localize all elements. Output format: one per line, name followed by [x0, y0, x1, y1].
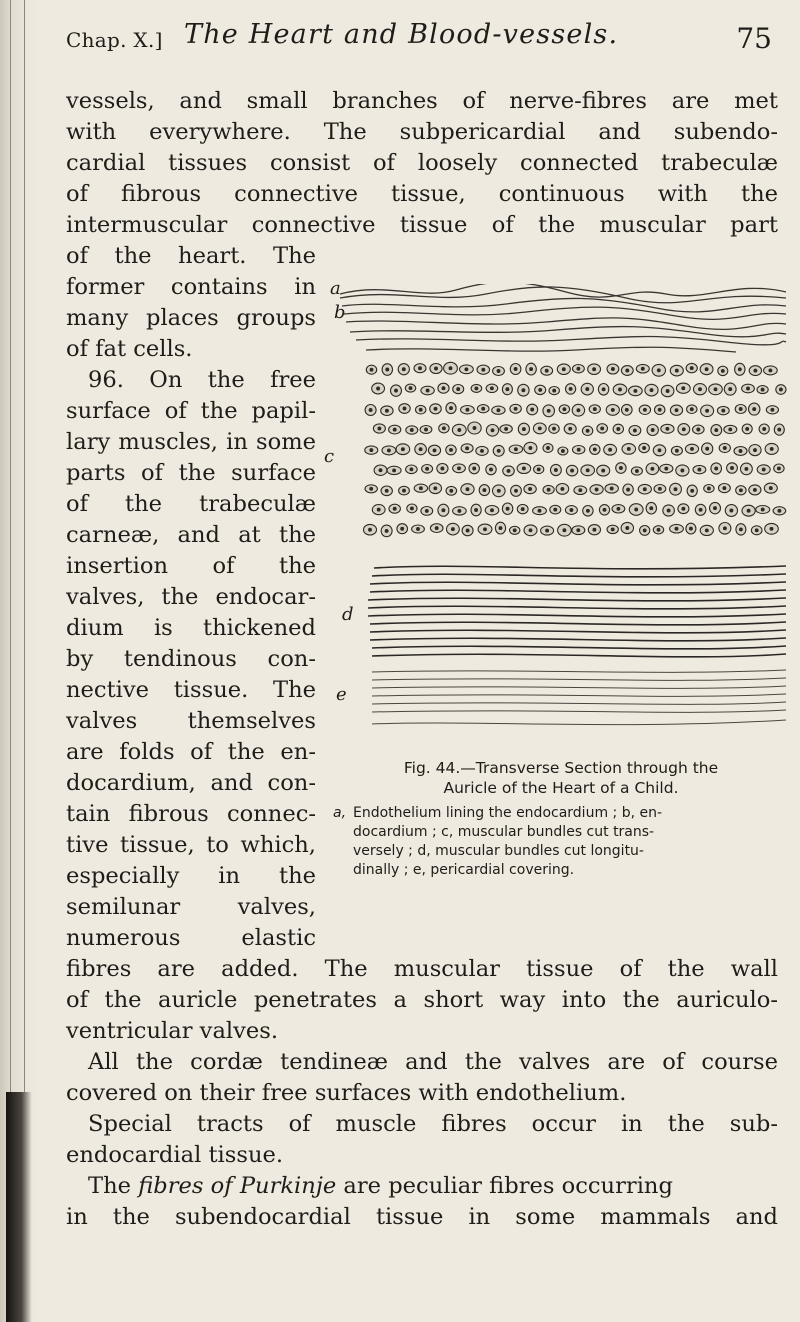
cell-nucleus [466, 529, 469, 532]
body-line: covered on their free surfaces with endothelium. [66, 1080, 627, 1106]
cell-nucleus [401, 527, 404, 530]
cell-nucleus [450, 489, 453, 492]
cell-nucleus [690, 408, 693, 411]
cell-nucleus [635, 508, 638, 511]
body-line: dium is thickened [66, 615, 316, 641]
cell-nucleus [593, 528, 596, 531]
cell-nucleus [659, 487, 662, 490]
legend-line: dinally ; e, pericardial covering. [353, 862, 575, 878]
cell-nucleus [754, 489, 757, 492]
body-line: of the trabeculæ [66, 491, 316, 517]
cell-nucleus [715, 429, 718, 432]
cell-nucleus [393, 428, 396, 431]
cell-nucleus [563, 529, 566, 532]
cell-nucleus [577, 367, 580, 370]
cell-nucleus [546, 529, 549, 532]
cell-nucleus [617, 507, 620, 510]
cell-nucleus [641, 367, 644, 370]
cell-nucleus [369, 409, 372, 412]
cell-nucleus [553, 389, 556, 392]
cell-nucleus [740, 489, 743, 492]
cell-nucleus [484, 528, 487, 531]
cell-nucleus [426, 389, 429, 392]
body-line: semilunar valves, [66, 894, 316, 920]
figure-label-b: b [334, 302, 346, 323]
cell-nucleus [458, 510, 461, 513]
cell-nucleus [761, 388, 764, 391]
legend-line: docardium ; c, muscular bundles cut trans- [353, 824, 655, 840]
body-line: by tendinous con- [66, 646, 316, 672]
cell-nucleus [441, 467, 444, 470]
body-line: many places groups [66, 305, 316, 331]
cell-nucleus [586, 388, 589, 391]
cell-nucleus [657, 369, 660, 372]
cell-nucleus [571, 469, 574, 472]
cell-nucleus [666, 390, 669, 393]
cell-nucleus [385, 489, 388, 492]
cell-nucleus [434, 407, 437, 410]
cell-nucleus [714, 388, 717, 391]
cell-nucleus [402, 368, 405, 371]
cell-nucleus [393, 469, 396, 472]
cell-nucleus [650, 389, 653, 392]
cell-nucleus [435, 367, 438, 370]
figure-label-a: a [330, 278, 341, 299]
cell-nucleus [699, 508, 702, 511]
cell-nucleus [626, 369, 629, 372]
paragraph-start: 96. On the free [88, 367, 316, 393]
legend-line: Endothelium lining the endocardium ; b, en- [353, 805, 663, 821]
cell-nucleus [675, 527, 678, 530]
cell-nucleus [377, 387, 380, 390]
cell-nucleus [643, 488, 646, 491]
caption-line: Auricle of the Heart of a Child. [443, 779, 679, 797]
cell-nucleus [379, 469, 382, 472]
cell-nucleus [602, 469, 605, 472]
cell-nucleus [674, 488, 677, 491]
cell-nucleus [634, 429, 637, 432]
cell-nucleus [586, 469, 589, 472]
cell-nucleus [452, 528, 455, 531]
body-line: of the auricle penetrates a short way into the auriculo- [66, 987, 778, 1013]
cell-nucleus [515, 489, 518, 492]
cell-nucleus [434, 487, 437, 490]
cell-nucleus [699, 388, 702, 391]
figure-legend [333, 804, 788, 880]
cell-nucleus [593, 448, 596, 451]
cell-nucleus [769, 369, 772, 372]
cell-nucleus [593, 408, 596, 411]
cell-nucleus [403, 407, 406, 410]
gutter-shadow [6, 1092, 32, 1322]
cell-nucleus [650, 507, 653, 510]
cell-nucleus [554, 508, 557, 511]
cell-nucleus [747, 387, 750, 390]
cell-nucleus [419, 367, 422, 370]
cell-nucleus [563, 408, 566, 411]
cell-nucleus [609, 448, 612, 451]
cell-nucleus [778, 509, 781, 512]
cell-nucleus [506, 507, 509, 510]
cell-nucleus [586, 429, 589, 432]
cell-nucleus [531, 408, 534, 411]
cell-nucleus [521, 508, 524, 511]
cell-nucleus [507, 470, 510, 473]
page-gutter [0, 0, 40, 1322]
cell-nucleus [771, 408, 774, 411]
cell-nucleus [420, 487, 423, 490]
cell-nucleus [547, 488, 550, 491]
cell-nucleus [562, 368, 565, 371]
cell-nucleus [762, 468, 765, 471]
cell-nucleus [729, 428, 732, 431]
cell-nucleus [724, 527, 727, 530]
paragraph-start [88, 1171, 673, 1201]
cell-nucleus [491, 387, 494, 390]
body-line: nective tissue. The [66, 677, 316, 703]
figure-label-c: c [324, 446, 335, 467]
cell-nucleus [435, 527, 438, 530]
cell-nucleus [708, 487, 711, 490]
legend-line: versely ; d, muscular bundles cut longitu- [353, 843, 644, 859]
cell-nucleus [611, 409, 614, 412]
cell-nucleus [753, 408, 756, 411]
cell-nucleus [538, 427, 541, 430]
cell-nucleus [419, 448, 422, 451]
cell-nucleus [739, 450, 742, 453]
cell-nucleus [410, 468, 413, 471]
body-line: tive tissue, to which, [66, 832, 316, 858]
cell-nucleus [675, 369, 678, 372]
cell-nucleus [770, 448, 773, 451]
cell-nucleus [593, 368, 596, 371]
cell-nucleus [627, 448, 630, 451]
cell-nucleus [475, 387, 478, 390]
cell-nucleus [577, 448, 580, 451]
cell-nucleus [579, 489, 582, 492]
cell-nucleus [370, 487, 373, 490]
cell-nucleus [562, 450, 565, 453]
cell-nucleus [490, 468, 493, 471]
cell-nucleus [514, 368, 517, 371]
cell-nucleus [610, 487, 613, 490]
body-line: of the heart. The [66, 243, 316, 269]
cell-nucleus [658, 449, 661, 452]
cell-nucleus [780, 388, 783, 391]
cell-nucleus [690, 367, 693, 370]
cell-nucleus [497, 489, 500, 492]
body-line: docardium, and con- [66, 770, 316, 796]
cell-nucleus [523, 467, 526, 470]
cell-nucleus [675, 409, 678, 412]
cell-nucleus [530, 368, 533, 371]
cell-nucleus [705, 368, 708, 371]
body-line: ventricular valves. [66, 1018, 279, 1044]
cell-nucleus [417, 528, 420, 531]
cell-nucleus [402, 448, 405, 451]
cell-nucleus [497, 370, 500, 373]
running-header [66, 18, 786, 62]
cell-nucleus [457, 388, 460, 391]
cell-nucleus [778, 467, 781, 470]
cell-nucleus [651, 467, 654, 470]
cell-nucleus [538, 509, 541, 512]
cell-nucleus [482, 407, 485, 410]
cell-nucleus [691, 448, 694, 451]
cell-nucleus [665, 467, 668, 470]
cell-nucleus [499, 527, 502, 530]
body-line: in the subendocardial tissue in some mammals and [66, 1204, 778, 1230]
cell-nucleus [595, 488, 598, 491]
cell-nucleus [778, 428, 781, 431]
paragraph-start: All the cordæ tendineæ and the valves are of course [88, 1049, 778, 1075]
cell-nucleus [681, 469, 684, 472]
body-line: parts of the surface [66, 460, 316, 486]
cell-nucleus [746, 428, 749, 431]
cell-nucleus [697, 428, 700, 431]
cell-nucleus [539, 389, 542, 392]
cell-nucleus [619, 388, 622, 391]
cell-nucleus [466, 447, 469, 450]
body-line: carneæ, and at the [66, 522, 316, 548]
cell-nucleus [611, 528, 614, 531]
cell-nucleus [570, 509, 573, 512]
italic-term: fibres of Purkinje [138, 1173, 337, 1199]
legend-lead: a, [333, 805, 347, 821]
body-line: vessels, and small branches of nerve-fibres are met [66, 88, 778, 114]
cell-nucleus [643, 529, 646, 532]
cell-nucleus [569, 388, 572, 391]
cell-nucleus [738, 368, 741, 371]
cell-nucleus [553, 427, 556, 430]
cell-nucleus [612, 368, 615, 371]
cell-nucleus [393, 507, 396, 510]
cell-nucleus [497, 409, 500, 412]
cell-nucleus [627, 488, 630, 491]
cell-nucleus [770, 527, 773, 530]
cell-nucleus [620, 467, 623, 470]
cell-nucleus [761, 508, 764, 511]
cell-nucleus [651, 429, 654, 432]
cell-nucleus [754, 369, 757, 372]
histology-figure [324, 278, 796, 744]
cell-nucleus [763, 428, 766, 431]
cell-nucleus [706, 409, 709, 412]
body-line: former contains in [66, 274, 316, 300]
cell-nucleus [449, 367, 452, 370]
cell-nucleus [522, 389, 525, 392]
cell-nucleus [658, 408, 661, 411]
cell-nucleus [481, 450, 484, 453]
cell-nucleus [676, 449, 679, 452]
cell-nucleus [466, 408, 469, 411]
cell-nucleus [386, 409, 389, 412]
cell-nucleus [769, 487, 772, 490]
cell-nucleus [529, 529, 532, 532]
cell-nucleus [442, 387, 445, 390]
cell-nucleus [450, 449, 453, 452]
body-line: surface of the papil- [66, 398, 316, 424]
cell-nucleus [561, 488, 564, 491]
body-line: of fibrous connective tissue, continuous with the [66, 181, 778, 207]
cell-nucleus [682, 507, 685, 510]
cell-nucleus [603, 508, 606, 511]
cell-nucleus [577, 409, 580, 412]
section-illustration [326, 284, 796, 744]
cell-nucleus [419, 408, 422, 411]
cell-nucleus [682, 428, 685, 431]
cell-nucleus [409, 387, 412, 390]
body-line: valves, the endocar- [66, 584, 316, 610]
cell-nucleus [657, 528, 660, 531]
cell-nucleus [636, 470, 639, 473]
cell-nucleus [385, 530, 388, 533]
body-line: insertion of the [66, 553, 316, 579]
cell-nucleus [442, 509, 445, 512]
cell-nucleus [466, 488, 469, 491]
cell-nucleus [458, 467, 461, 470]
page-number: 75 [736, 22, 772, 55]
cell-nucleus [722, 409, 725, 412]
body-line: valves themselves [66, 708, 316, 734]
body-line: are folds of the en- [66, 739, 316, 765]
cell-nucleus [729, 388, 732, 391]
cell-nucleus [730, 509, 733, 512]
cell-nucleus [425, 428, 428, 431]
cell-nucleus [706, 447, 709, 450]
cell-nucleus [505, 428, 508, 431]
cell-nucleus [433, 449, 436, 452]
cell-nucleus [443, 427, 446, 430]
cell-nucleus [569, 427, 572, 430]
cell-nucleus [731, 467, 734, 470]
figure-label-d: d [342, 604, 354, 625]
cell-nucleus [483, 489, 486, 492]
body-line: especially in the [66, 863, 316, 889]
cell-nucleus [587, 509, 590, 512]
cell-nucleus [388, 449, 391, 452]
cell-nucleus [475, 509, 478, 512]
cell-nucleus [547, 409, 550, 412]
body-line: intermuscular connective tissue of the muscular part [66, 212, 778, 238]
cell-nucleus [426, 467, 429, 470]
cell-nucleus [513, 529, 516, 532]
cell-nucleus [458, 429, 461, 432]
cell-nucleus [473, 467, 476, 470]
body-line: endocardial tissue. [66, 1142, 284, 1168]
cell-nucleus [691, 489, 694, 492]
figure-caption-title [326, 758, 796, 798]
cell-nucleus [634, 390, 637, 393]
cell-nucleus [740, 528, 743, 531]
cell-nucleus [514, 407, 517, 410]
cell-nucleus [666, 427, 669, 430]
cell-nucleus [715, 467, 718, 470]
cell-nucleus [491, 429, 494, 432]
cell-nucleus [506, 388, 509, 391]
cell-nucleus [378, 427, 381, 430]
cell-nucleus [705, 529, 708, 532]
cell-nucleus [723, 447, 726, 450]
cell-nucleus [739, 408, 742, 411]
cell-nucleus [601, 427, 604, 430]
paragraph-start: Special tracts of muscle fibres occur in the sub- [88, 1111, 778, 1137]
text-run: The [88, 1173, 139, 1199]
cell-nucleus [667, 509, 670, 512]
cell-nucleus [617, 428, 620, 431]
cell-nucleus [515, 448, 518, 451]
cell-nucleus [425, 510, 428, 513]
cell-nucleus [491, 509, 494, 512]
cell-nucleus [547, 447, 550, 450]
cell-nucleus [403, 489, 406, 492]
body-line: numerous elastic [66, 925, 316, 951]
cell-nucleus [747, 509, 750, 512]
cell-nucleus [377, 508, 380, 511]
cell-nucleus [643, 447, 646, 450]
cell-nucleus [465, 368, 468, 371]
cell-nucleus [529, 488, 532, 491]
cell-nucleus [370, 449, 373, 452]
cell-nucleus [411, 507, 414, 510]
cell-nucleus [370, 368, 373, 371]
cell-nucleus [577, 529, 580, 532]
cell-nucleus [602, 388, 605, 391]
cell-nucleus [723, 487, 726, 490]
cell-nucleus [644, 408, 647, 411]
cell-nucleus [395, 389, 398, 392]
cell-nucleus [482, 368, 485, 371]
cell-nucleus [555, 469, 558, 472]
cell-nucleus [682, 387, 685, 390]
cell-nucleus [450, 407, 453, 410]
cell-nucleus [626, 527, 629, 530]
cell-nucleus [529, 447, 532, 450]
cell-nucleus [369, 528, 372, 531]
body-line: with everywhere. The subpericardial and subendo- [66, 119, 778, 145]
cell-nucleus [690, 527, 693, 530]
figure-label-e: e [336, 684, 347, 705]
cell-nucleus [745, 468, 748, 471]
cell-nucleus [410, 429, 413, 432]
cell-nucleus [473, 427, 476, 430]
cell-nucleus [386, 368, 389, 371]
body-line: fibres are added. The muscular tissue of the wall [66, 956, 778, 982]
cell-nucleus [754, 449, 757, 452]
body-line: tain fibrous connec- [66, 801, 316, 827]
cell-nucleus [714, 507, 717, 510]
cell-nucleus [523, 428, 526, 431]
caption-line: Fig. 44.—Transverse Section through the [403, 759, 719, 777]
cell-nucleus [755, 529, 758, 532]
cell-nucleus [698, 468, 701, 471]
text-run: are peculiar fibres occurring [336, 1173, 673, 1199]
body-line: lary muscles, in some [66, 429, 316, 455]
cell-nucleus [545, 369, 548, 372]
cell-nucleus [625, 408, 628, 411]
chapter-label: Chap. X.] [66, 28, 163, 52]
body-line: of fat cells. [66, 336, 193, 362]
body-line: cardial tissues consist of loosely connected trabeculæ [66, 150, 778, 176]
running-title: The Heart and Blood-vessels. [184, 19, 619, 50]
cell-nucleus [537, 468, 540, 471]
cell-nucleus [721, 370, 724, 373]
cell-nucleus [497, 449, 500, 452]
